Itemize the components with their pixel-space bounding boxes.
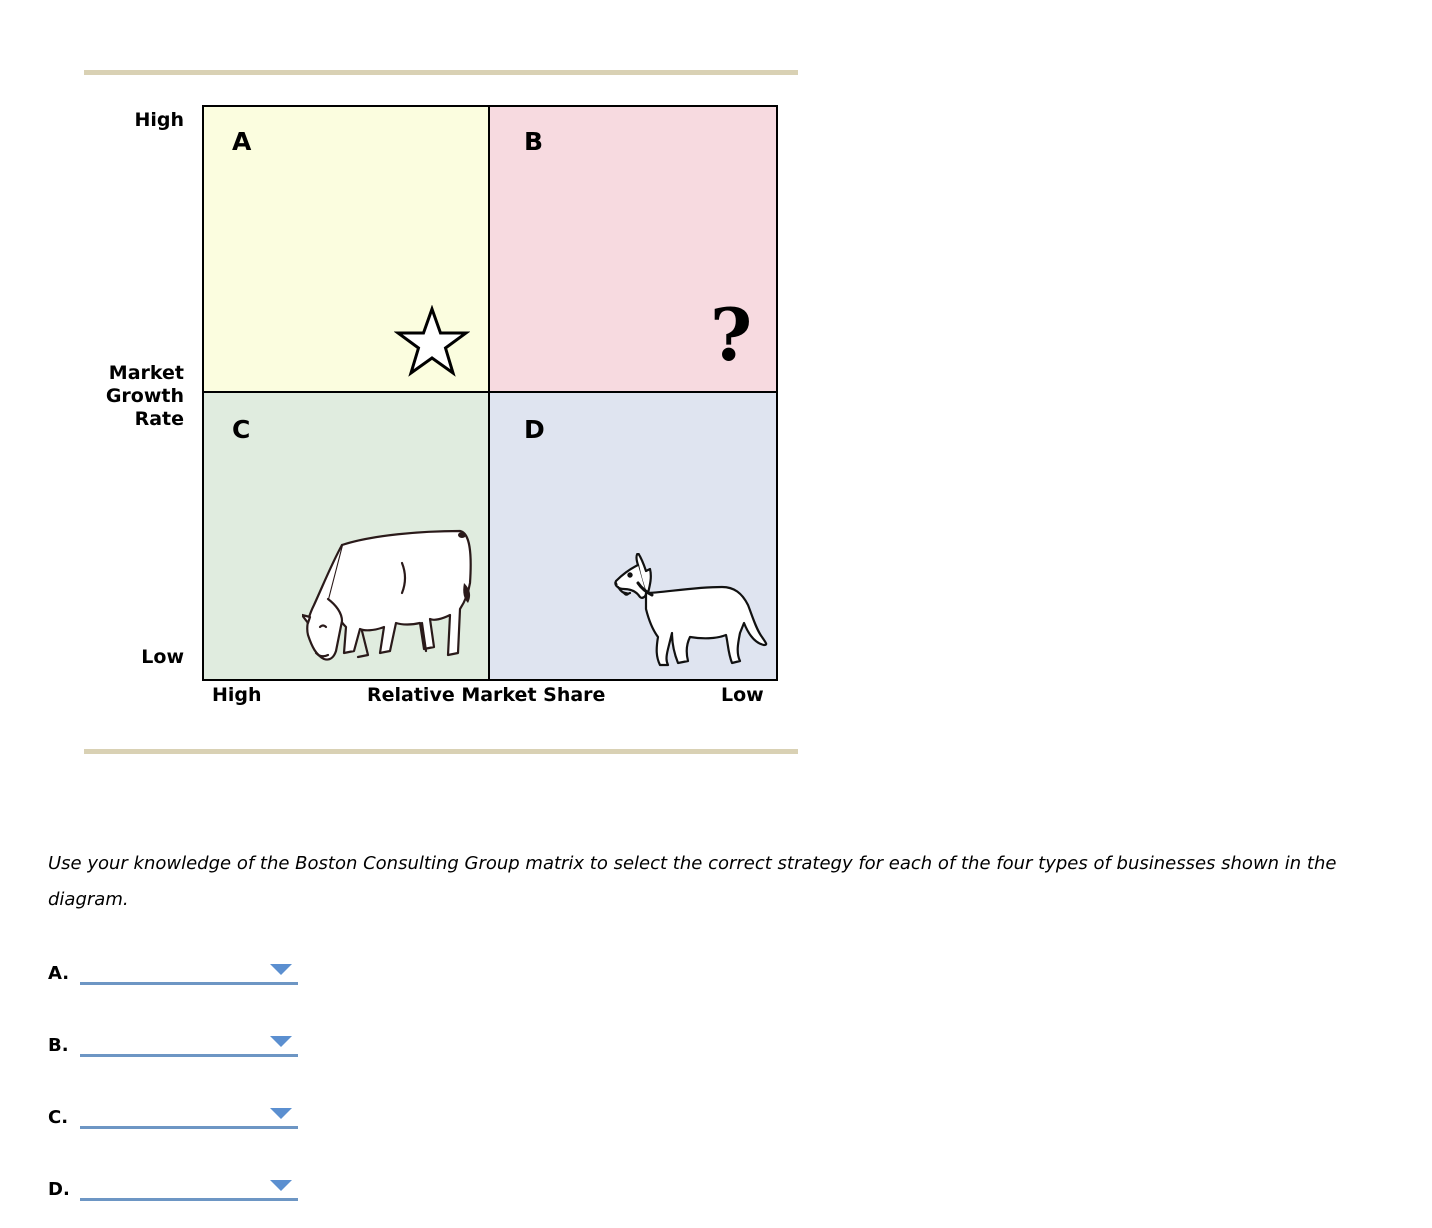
- quadrant-d-letter: D: [524, 415, 545, 444]
- top-divider: [84, 70, 798, 75]
- cow-icon: [302, 523, 478, 673]
- answer-dropdown-b[interactable]: [80, 1030, 298, 1057]
- answer-label-a: A.: [48, 963, 70, 984]
- question-mark-icon: ?: [710, 292, 753, 377]
- quadrant-b-letter: B: [524, 127, 544, 156]
- answer-dropdown-c[interactable]: [80, 1102, 298, 1129]
- quadrant-d: [490, 393, 776, 679]
- quadrant-b: [490, 107, 776, 393]
- answer-label-c: C.: [48, 1107, 69, 1128]
- bcg-matrix: [202, 105, 778, 681]
- quadrant-c-letter: C: [232, 415, 251, 444]
- answer-row-c: [48, 1102, 298, 1129]
- question-text: Use your knowledge of the Boston Consulting Group matrix to select the correct strategy for each of the four types of businesses shown in the diagram.: [48, 853, 1337, 910]
- answer-dropdown-d[interactable]: [80, 1174, 298, 1201]
- chevron-down-icon: [270, 1180, 292, 1191]
- answer-label-d: D.: [48, 1179, 70, 1200]
- chevron-down-icon: [270, 1036, 292, 1047]
- answer-label-b: B.: [48, 1035, 69, 1056]
- chevron-down-icon: [270, 964, 292, 975]
- dog-icon: [612, 553, 770, 673]
- answer-dropdown-a[interactable]: [80, 958, 298, 985]
- x-axis-low-label: Low: [721, 684, 764, 706]
- quadrant-a: [204, 107, 490, 393]
- bottom-divider: [84, 749, 798, 754]
- x-axis-high-label: High: [212, 684, 262, 706]
- star-icon: [394, 305, 470, 379]
- quadrant-a-letter: A: [232, 127, 252, 156]
- y-axis-title-line-3: Rate: [134, 408, 184, 430]
- y-axis-low-label: Low: [141, 646, 184, 668]
- answer-row-d: [48, 1174, 298, 1201]
- y-axis-title: [84, 362, 184, 431]
- answer-row-b: [48, 1030, 298, 1057]
- y-axis-title-line-2: Growth: [105, 385, 184, 407]
- x-axis-title: Relative Market Share: [367, 684, 606, 706]
- answer-row-a: [48, 958, 298, 985]
- quadrant-c: [204, 393, 490, 679]
- chevron-down-icon: [270, 1108, 292, 1119]
- y-axis-title-line-1: Market: [108, 362, 184, 384]
- y-axis-high-label: High: [134, 109, 184, 131]
